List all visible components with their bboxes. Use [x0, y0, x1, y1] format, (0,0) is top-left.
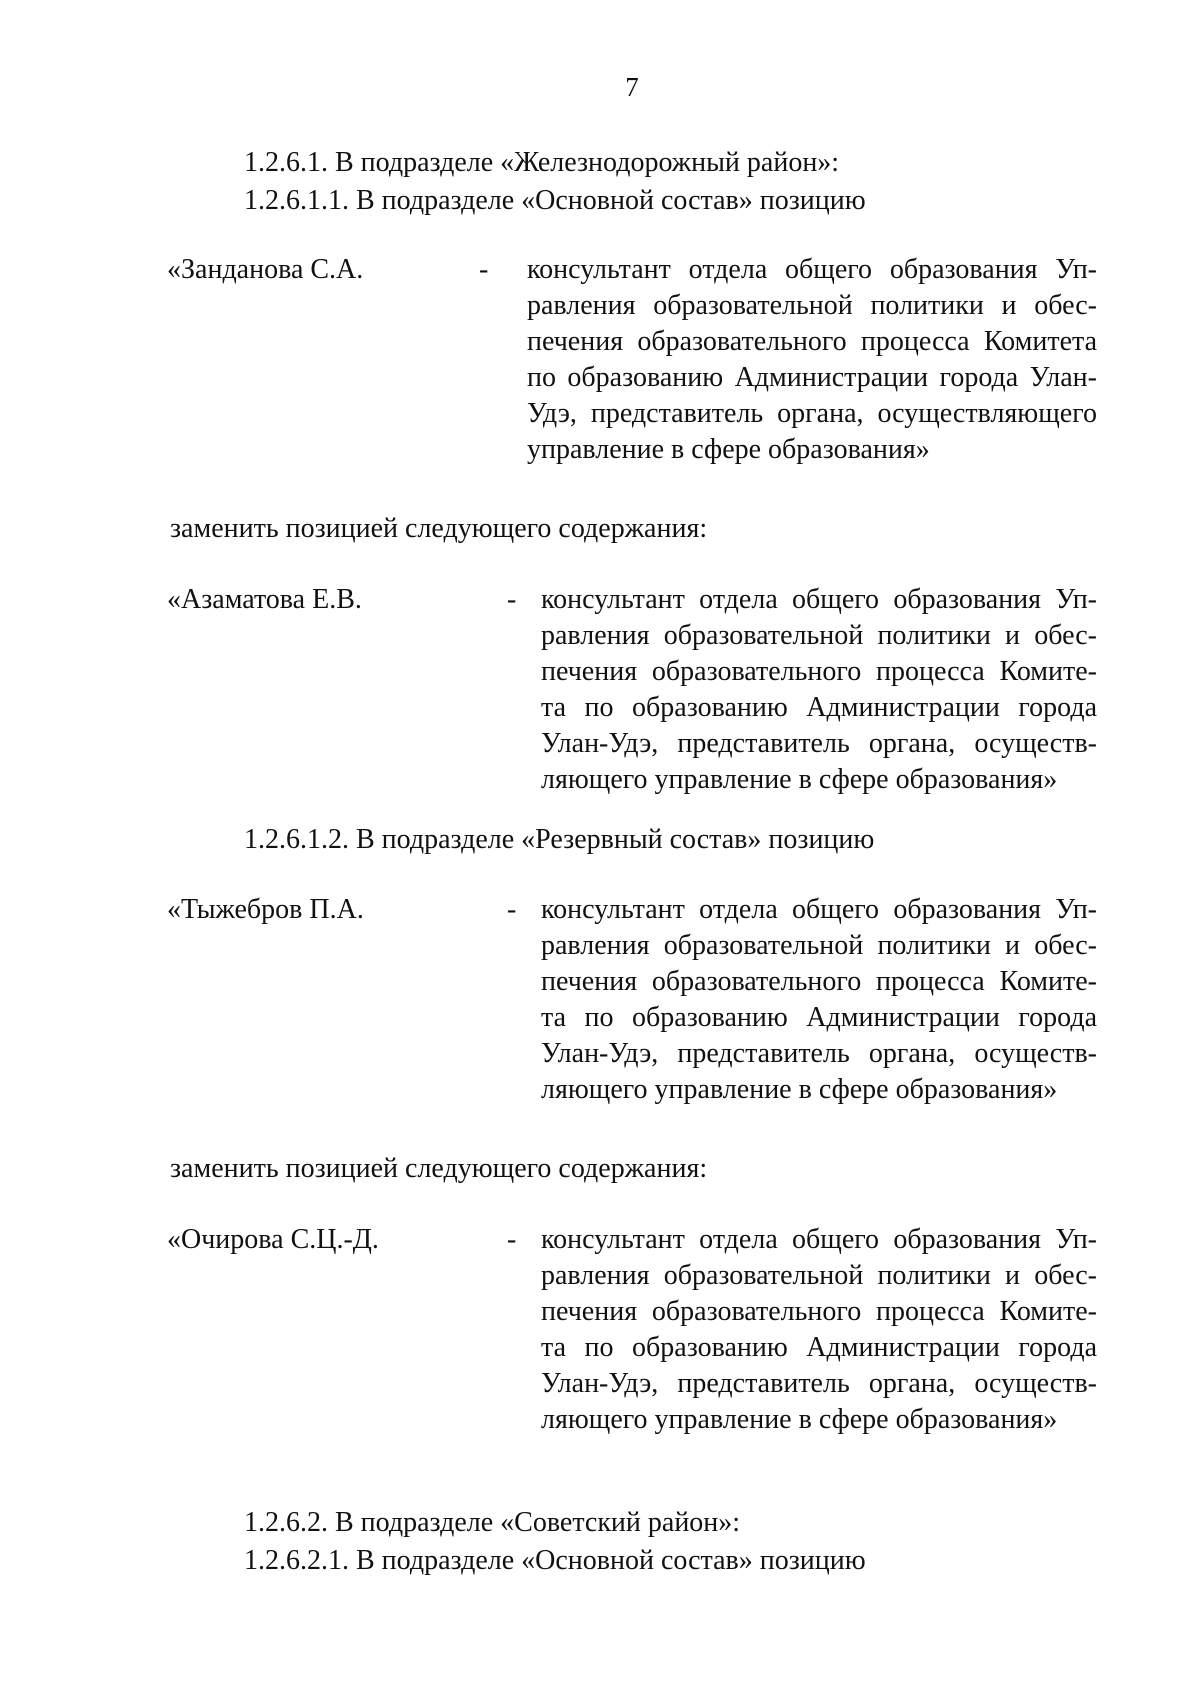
description-line: по образованию Администрации города Улан-	[527, 362, 1097, 393]
page-number: 7	[625, 72, 639, 102]
description-line: печения образовательного процесса Комите-	[541, 966, 1097, 997]
description-line: ляющего управление в сфере образования»	[541, 1074, 1058, 1105]
description-line: консультант отдела общего образования Уп-	[527, 254, 1097, 285]
entry-dash: -	[507, 894, 517, 925]
entry-name: «Тыжебров П.А.	[167, 894, 364, 925]
paragraph-1-2-6-1-2: 1.2.6.1.2. В подразделе «Резервный состав» позицию	[244, 824, 875, 855]
paragraph-1-2-6-1: 1.2.6.1. В подразделе «Железнодорожный район»:	[244, 147, 840, 178]
description-line: ляющего управление в сфере образования»	[541, 764, 1058, 795]
description-line: печения образовательного процесса Комите-	[541, 656, 1097, 687]
description-line: консультант отдела общего образования Уп-	[541, 1224, 1097, 1255]
entry-name: «Занданова С.А.	[167, 254, 364, 285]
entry-name: «Азаматова Е.В.	[167, 584, 362, 615]
entry-description	[541, 1222, 1097, 1438]
description-line: консультант отдела общего образования Уп-	[541, 894, 1097, 925]
description-line: та по образованию Администрации города	[541, 1002, 1097, 1033]
entry-dash: -	[507, 1224, 517, 1255]
description-line: равления образовательной политики и обес-	[541, 930, 1097, 961]
description-line: Улан-Удэ, представитель органа, осуществ-	[541, 728, 1097, 759]
description-line: равления образовательной политики и обес-	[527, 290, 1097, 321]
replace-instruction-2: заменить позицией следующего содержания:	[170, 1153, 708, 1184]
description-line: консультант отдела общего образования Уп-	[541, 584, 1097, 615]
entry-tyzhebrov	[167, 892, 1097, 1112]
description-line: Улан-Удэ, представитель органа, осуществ-	[541, 1038, 1097, 1069]
description-line: равления образовательной политики и обес-	[541, 620, 1097, 651]
entry-name: «Очирова С.Ц.-Д.	[167, 1224, 379, 1255]
description-line: печения образовательного процесса Комите-	[541, 1296, 1097, 1327]
paragraph-1-2-6-1-1: 1.2.6.1.1. В подразделе «Основной состав» позицию	[244, 185, 866, 216]
description-line: та по образованию Администрации города	[541, 1332, 1097, 1363]
entry-description	[527, 252, 1097, 468]
paragraph-1-2-6-2-1: 1.2.6.2.1. В подразделе «Основной состав» позицию	[244, 1545, 866, 1576]
paragraph-1-2-6-2: 1.2.6.2. В подразделе «Советский район»:	[244, 1507, 741, 1538]
entry-zandanova	[167, 252, 1097, 472]
description-line: ляющего управление в сфере образования»	[541, 1404, 1058, 1435]
entry-azamatova	[167, 582, 1097, 802]
description-line: та по образованию Администрации города	[541, 692, 1097, 723]
replace-instruction-1: заменить позицией следующего содержания:	[170, 513, 708, 544]
entry-dash: -	[507, 584, 517, 615]
description-line: Удэ, представитель органа, осуществляющего	[527, 398, 1097, 429]
description-line: печения образовательного процесса Комитета	[527, 326, 1097, 357]
description-line: управление в сфере образования»	[527, 434, 930, 465]
entry-description	[541, 582, 1097, 798]
entry-dash: -	[479, 254, 489, 285]
description-line: Улан-Удэ, представитель органа, осуществ-	[541, 1368, 1097, 1399]
entry-ochirova	[167, 1222, 1097, 1442]
description-line: равления образовательной политики и обес-	[541, 1260, 1097, 1291]
entry-description	[541, 892, 1097, 1108]
